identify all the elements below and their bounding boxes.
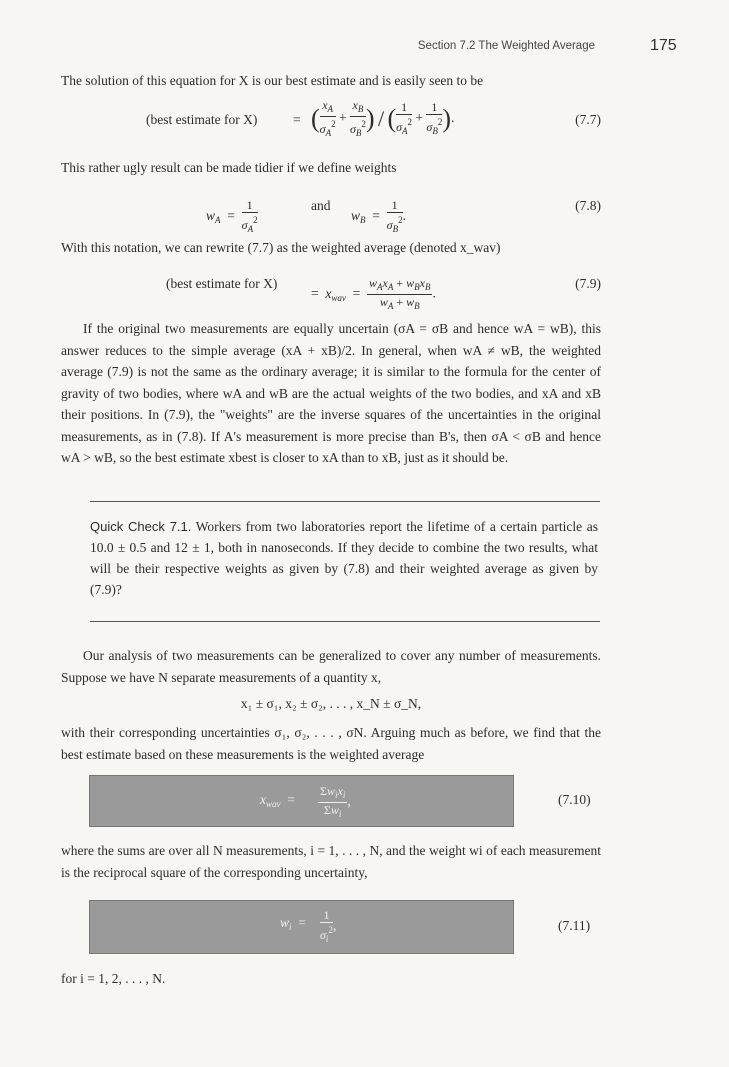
eq77-rhs: ( $\frac{x_A}{\sigma_A^2}$ + $\frac{x_B}{\sigma_B^2}$ ) / ( $\frac{1}{\sigma_A^2}$ + $\frac{1}{\sigma_B^2}$ ). (311, 98, 455, 138)
page-number: 175 (650, 37, 677, 54)
eq78-and: and (311, 198, 331, 213)
paragraph-generalization: Our analysis of two measurements can be generalized to cover any number of measurements. Suppose we have N separate measurements of a quantity x, (61, 648, 601, 685)
paragraph-index-range: for i = 1, 2, . . . , N. (61, 971, 166, 986)
paragraph-solution-intro: The solution of this equation for X is our best estimate and is easily seen to be (61, 73, 484, 88)
equation-7-10-box: $x_{wav}$ = $\frac{\Sigma w_ix_i}{\Sigma w_i}$ , (89, 775, 514, 827)
eq710-number: (7.10) (558, 792, 591, 807)
section-title: Section 7.2 The Weighted Average (417, 40, 595, 52)
measurement-series: x₁ ± σ₁, x₂ ± σ₂, . . . , x_N ± σ_N, (240, 696, 422, 711)
eq77-lhs: (best estimate for X) (146, 112, 258, 127)
divider-bottom (90, 621, 600, 622)
equation-7-9: (best estimate for X) = $x_{wav}$ = $\frac{w_Ax_A + w_Bx_B}{w_A + w_B}$ . (7.9) (166, 276, 601, 311)
quick-check-label: Quick Check 7.1. (90, 519, 192, 534)
equation-7-8: $w_A$ = $\frac{1}{\sigma_A^2}$ and $w_B$ = $\frac{1}{\sigma_B^2}$ . (7.8) (206, 198, 601, 234)
paragraph-weighted-average-N: with their corresponding uncertainties σ₁, σ₂, . . . , σN. Arguing much as before, we find that the best estimate based on these measurements is the weighted average (61, 725, 601, 762)
paragraph-weights-definition: where the sums are over all N measurements, i = 1, . . . , N, and the weight wi of each measurement is the reciprocal square of the corresponding uncertainty, (61, 843, 601, 880)
eq79-number: (7.9) (575, 276, 601, 291)
equation-7-7: (best estimate for X) = ( $\frac{x_A}{\sigma_A^2}$ + $\frac{x_B}{\sigma_B^2}$ ) / ( $\frac{1}{\sigma_A^2}$ + $\frac{1}{\sigma_B^2}$ ). (7.7) (146, 98, 601, 138)
eq711-number: (7.11) (558, 918, 591, 933)
paragraph-discussion: If the original two measurements are equally uncertain (σA = σB and hence wA = wB), this answer reduces to the simple average (xA + xB)/2. In general, when wA ≠ wB, the weighted average (7.9) is not the same as the ordinary average; it is similar to the formula for the center of gravity of two bodies, where wA and wB are the actual weights of the two bodies, and xA and xB their positions. In (7.9), the "weights" are the inverse squares of the uncertainties in the original measurements, as in (7.8). If A's measurement is more precise than B's, then σA < σB and hence wA > wB, so the best estimate xbest is closer to xA than to xB, just as it should be. (61, 321, 601, 465)
page-header (0, 38, 729, 58)
divider-top (90, 501, 600, 502)
paragraph-define-weights: This rather ugly result can be made tidier if we define weights (61, 160, 397, 175)
equation-7-11-box: $w_i$ = $\frac{1}{\sigma_i^2}$ , (89, 900, 514, 954)
quick-check (90, 516, 598, 600)
paragraph-weighted-average-intro: With this notation, we can rewrite (7.7) as the weighted average (denoted x_wav) (61, 240, 501, 255)
eq79-lhs: (best estimate for X) (166, 276, 278, 291)
eq78-number: (7.8) (575, 198, 601, 213)
quick-check-text: Workers from two laboratories report the lifetime of a certain particle as 10.0 ± 0.5 and 12 ± 1, both in nanoseconds. If they decide to combine the two results, what will be their respective weights as given by (7.8) and their weighted average as given by (7.9)? (90, 519, 598, 597)
eq77-number: (7.7) (575, 112, 601, 127)
